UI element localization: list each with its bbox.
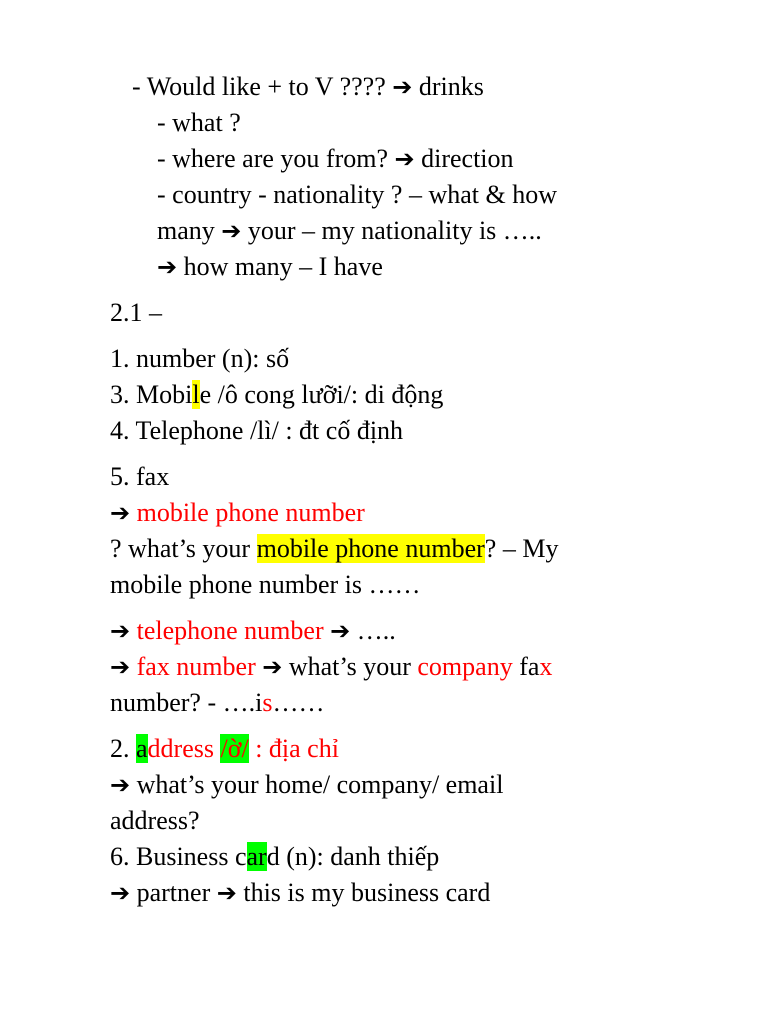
text-segment: …… <box>272 688 325 717</box>
text-segment: ….. <box>350 616 396 645</box>
text-segment: your – my nationality is ….. <box>241 216 542 245</box>
right-arrow-icon: ➔ <box>330 617 351 645</box>
right-arrow-icon: ➔ <box>110 771 131 799</box>
right-arrow-icon: ➔ <box>157 253 178 281</box>
text-segment: d (n): danh thiếp <box>266 842 440 871</box>
line-what: - what ? <box>157 108 241 137</box>
line-how-many <box>157 249 383 285</box>
red-text: mobile phone number <box>130 498 365 527</box>
right-arrow-icon: ➔ <box>394 145 415 173</box>
text-segment: what’s your <box>282 652 418 681</box>
section-heading: 2.1 – <box>110 298 162 327</box>
text-segment: Would like + to V ???? <box>140 72 393 101</box>
highlighted-text: a <box>136 734 148 763</box>
red-text: company <box>417 652 513 681</box>
red-text: x <box>539 652 553 681</box>
red-text: s <box>262 688 273 717</box>
line-mobile-phone-number <box>110 495 365 531</box>
line-address <box>110 731 339 767</box>
text-segment: number? - ….i <box>110 688 263 717</box>
text-segment: fa <box>512 652 540 681</box>
right-arrow-icon: ➔ <box>216 879 237 907</box>
text-segment: direction <box>414 144 514 173</box>
text-segment: what’s your home/ company/ email <box>130 770 504 799</box>
highlighted-text: /ờ/ <box>220 734 249 763</box>
red-text: ddress <box>147 734 221 763</box>
text-segment: ? – My <box>484 534 559 563</box>
right-arrow-icon: ➔ <box>221 217 242 245</box>
line-many <box>157 213 542 249</box>
text-segment: 2. <box>110 734 136 763</box>
text-segment: - where are you from? <box>157 144 395 173</box>
list-bullet: - <box>132 72 141 101</box>
line-telephone: 4. Telephone /lì/ : đt cố định <box>110 416 404 445</box>
line-address-word: address? <box>110 806 200 835</box>
red-text: telephone number <box>130 616 331 645</box>
right-arrow-icon: ➔ <box>110 653 131 681</box>
line-fax: 5. fax <box>110 462 170 491</box>
highlighted-text: l <box>192 380 200 409</box>
line-fax-answer <box>110 685 324 721</box>
red-text: : địa chỉ <box>248 734 339 763</box>
text-segment: this is my business card <box>236 878 491 907</box>
line-business-card <box>110 839 439 875</box>
line-whats-your-mobile <box>110 531 558 567</box>
text-segment: drinks <box>412 72 484 101</box>
highlighted-text: mobile phone number <box>256 534 485 563</box>
line-would-like <box>132 69 484 105</box>
line-telephone-number <box>110 613 396 649</box>
line-number: 1. number (n): số <box>110 344 290 373</box>
text-segment: how many – I have <box>177 252 383 281</box>
text-segment: 6. Business c <box>110 842 247 871</box>
line-country: - country - nationality ? – what & how <box>157 180 558 209</box>
line-where-from <box>157 141 514 177</box>
line-partner <box>110 875 490 911</box>
highlighted-text: ar <box>246 842 267 871</box>
text-segment: partner <box>130 878 217 907</box>
line-fax-number <box>110 649 552 685</box>
line-whats-your-address <box>110 767 503 803</box>
right-arrow-icon: ➔ <box>110 879 131 907</box>
right-arrow-icon: ➔ <box>392 73 413 101</box>
text-segment: 3. Mobi <box>110 380 193 409</box>
text-segment: ? what’s your <box>110 534 257 563</box>
text-segment: many <box>157 216 222 245</box>
line-mobile <box>110 377 443 413</box>
right-arrow-icon: ➔ <box>262 653 283 681</box>
right-arrow-icon: ➔ <box>110 499 131 527</box>
line-mobile-answer: mobile phone number is …… <box>110 570 421 599</box>
text-segment: e /ô cong lưỡi/: di động <box>199 380 444 409</box>
right-arrow-icon: ➔ <box>110 617 131 645</box>
red-text: fax number <box>130 652 263 681</box>
